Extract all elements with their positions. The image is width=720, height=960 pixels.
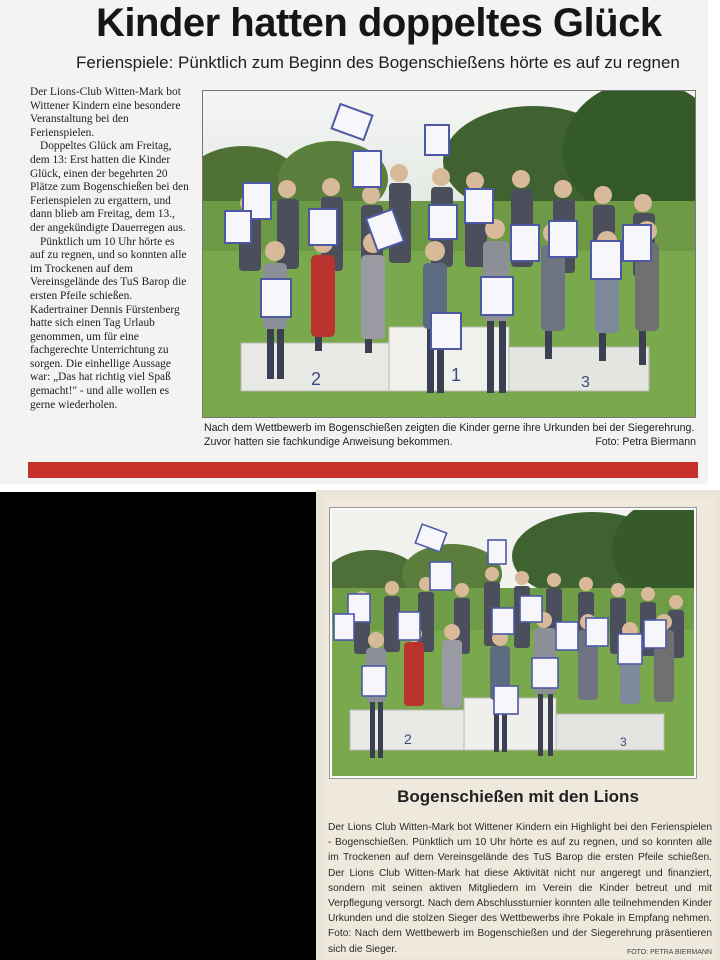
- photo-credit: FOTO: PETRA BIERMANN: [626, 948, 712, 956]
- article-text: Der Lions Club Witten-Mark bot Wittener Kindern ein Highlight bei den Ferienspielen - Bogenschießen. Pünktlich um 10 Uhr hörte es auf zu regnen, und so konnten alle im Trockenen auf dem Vereinsgelände des TuS Barop die ersten Pfeile schießen. Der Lions Club Witten-Mark hat diese Aktivität nicht nur angeregt und finanziert, sondern mit seinen aktiven Mitgliedern im Verein die Kinder betreut und mit Verpflegung versorgt. Nach dem Abschlussturnier konnten alle teilnehmenden Kinder Urkunden und die stolzen Sieger des Wettbewerbs ihre Pokale in Empfang nehmen. Foto: Nach dem Wettbewerb im Bogenschießen und der Siegerehrung präsentieren sich die Sieger.: [328, 822, 712, 955]
- group-photo-2-illustration: [332, 510, 694, 776]
- accent-bar: [28, 462, 698, 478]
- article-body: [328, 820, 712, 960]
- article-paragraph: Der Lions-Club Witten-Mark bot Wittener Kindern eine besondere Veranstaltung bei den Ferienspielen.: [30, 86, 181, 139]
- article-paragraph: Doppeltes Glück am Freitag, dem 13: Erst hatten die Kinder Glück, einen der begehrten 20 Plätze zum Bogenschießen bei den Ferienspielen zu ergattern, und dann blieb am Freitag, dem 13., der angekündigte Dauerregen aus.: [30, 140, 189, 234]
- photo-credit: Foto: Petra Biermann: [595, 435, 696, 448]
- page-edge: [708, 0, 720, 484]
- podium-label: 1: [451, 365, 462, 385]
- newspaper-clipping-2: [316, 490, 720, 960]
- group-photo-illustration: [203, 91, 695, 417]
- article-paragraph: Pünktlich um 10 Uhr hörte es auf zu regnen, und so konnten alle im Trockenen auf dem Vereinsgelände des TuS Barop die ersten Pfeile schießen. Kadertrainer Dennis Fürstenberg hatte sich einen Tag Urlaub genommen, um für eine fachgerechte Unterrichtung zu sorgen. Die einhellige Aussage war: „Das hat richtig viel Spaß gemacht!" - und alle wollen es gerne wiederholen.: [30, 235, 187, 411]
- podium-label: 3: [581, 374, 590, 391]
- podium-label: 2: [404, 731, 412, 747]
- group-photo-2: [330, 508, 696, 778]
- blank-scan-area: [0, 492, 316, 960]
- group-photo: [202, 90, 696, 418]
- article-text-column: [30, 86, 190, 412]
- podium-label: 2: [311, 369, 322, 389]
- subheadline: Ferienspiele: Pünktlich zum Beginn des Bogenschießens hörte es auf zu regnen: [76, 53, 680, 72]
- caption-text: Nach dem Wettbewerb im Bogenschießen zeigten die Kinder gerne ihre Urkunden bei der Siegerehrung. Zuvor hatten sie fachkundige Anweisung bekommen.: [204, 422, 695, 448]
- headline: Kinder hatten doppeltes Glück: [96, 1, 662, 45]
- photo-caption: [204, 422, 696, 449]
- podium-label: 3: [620, 735, 627, 749]
- headline: Bogenschießen mit den Lions: [397, 787, 639, 806]
